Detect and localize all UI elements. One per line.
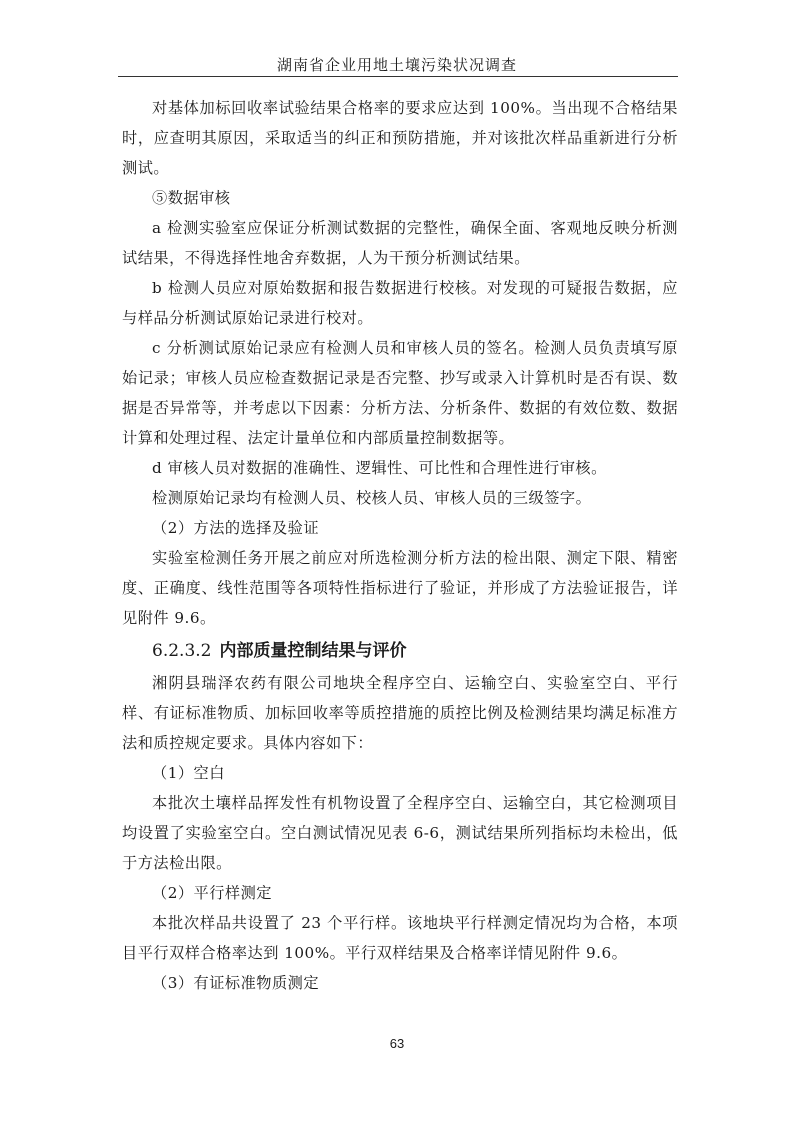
section-number: 6.2.3.2 <box>152 641 212 661</box>
paragraph-method-validation: 实验室检测任务开展之前应对所选检测分析方法的检出限、测定下限、精密度、正确度、线性范围等各项特性指标进行了验证，并形成了方法验证报告，详见附件 9.6。 <box>122 549 678 627</box>
page-number: 63 <box>389 1036 405 1051</box>
paragraph-parallel-results: 本批次样品共设置了 23 个平行样。该地块平行样测定情况均为合格，本项目平行双样合格率达到 100%。平行双样结果及合格率详情见附件 9.6。 <box>122 914 678 962</box>
paragraph-item-b: b 检测人员应对原始数据和报告数据进行校核。对发现的可疑报告数据，应与样品分析测试原始记录进行校对。 <box>122 279 678 327</box>
subheading-data-review: ⑤数据审核 <box>152 189 231 207</box>
subheading-reference-material: （3）有证标准物质测定 <box>152 974 320 992</box>
paragraph-item-d: d 审核人员对数据的准确性、逻辑性、可比性和合理性进行审核。 <box>152 459 607 477</box>
subheading-blank: （1）空白 <box>152 764 225 782</box>
section-heading <box>122 635 678 667</box>
header-rule <box>118 76 678 77</box>
paragraph-signatures: 检测原始记录均有检测人员、校核人员、审核人员的三级签字。 <box>152 489 592 507</box>
paragraph-recovery-rate: 对基体加标回收率试验结果合格率的要求应达到 100%。当出现不合格结果时，应查明其原因，采取适当的纠正和预防措施，并对该批次样品重新进行分析测试。 <box>122 99 678 177</box>
paragraph-item-a: a 检测实验室应保证分析测试数据的完整性，确保全面、客观地反映分析测试结果，不得选择性地舍弃数据，人为干预分析测试结果。 <box>122 219 678 267</box>
section-title: 内部质量控制结果与评价 <box>219 641 407 661</box>
subheading-parallel-samples: （2）平行样测定 <box>152 884 272 902</box>
running-header: 湖南省企业用地土壤污染状况调查 <box>276 56 517 74</box>
document-body <box>122 93 678 998</box>
paragraph-blank-results: 本批次土壤样品挥发性有机物设置了全程序空白、运输空白，其它检测项目均设置了实验室空白。空白测试情况见表 6-6，测试结果所列指标均未检出，低于方法检出限。 <box>122 794 678 872</box>
subheading-method-selection: （2）方法的选择及验证 <box>152 519 320 537</box>
paragraph-qc-summary: 湘阴县瑞泽农药有限公司地块全程序空白、运输空白、实验室空白、平行样、有证标准物质、加标回收率等质控措施的质控比例及检测结果均满足标准方法和质控规定要求。具体内容如下： <box>122 674 678 752</box>
paragraph-item-c: c 分析测试原始记录应有检测人员和审核人员的签名。检测人员负责填写原始记录；审核人员应检查数据记录是否完整、抄写或录入计算机时是否有误、数据是否异常等，并考虑以下因素：分析方法、分析条件、数据的有效位数、数据计算和处理过程、法定计量单位和内部质量控制数据等。 <box>122 339 678 447</box>
